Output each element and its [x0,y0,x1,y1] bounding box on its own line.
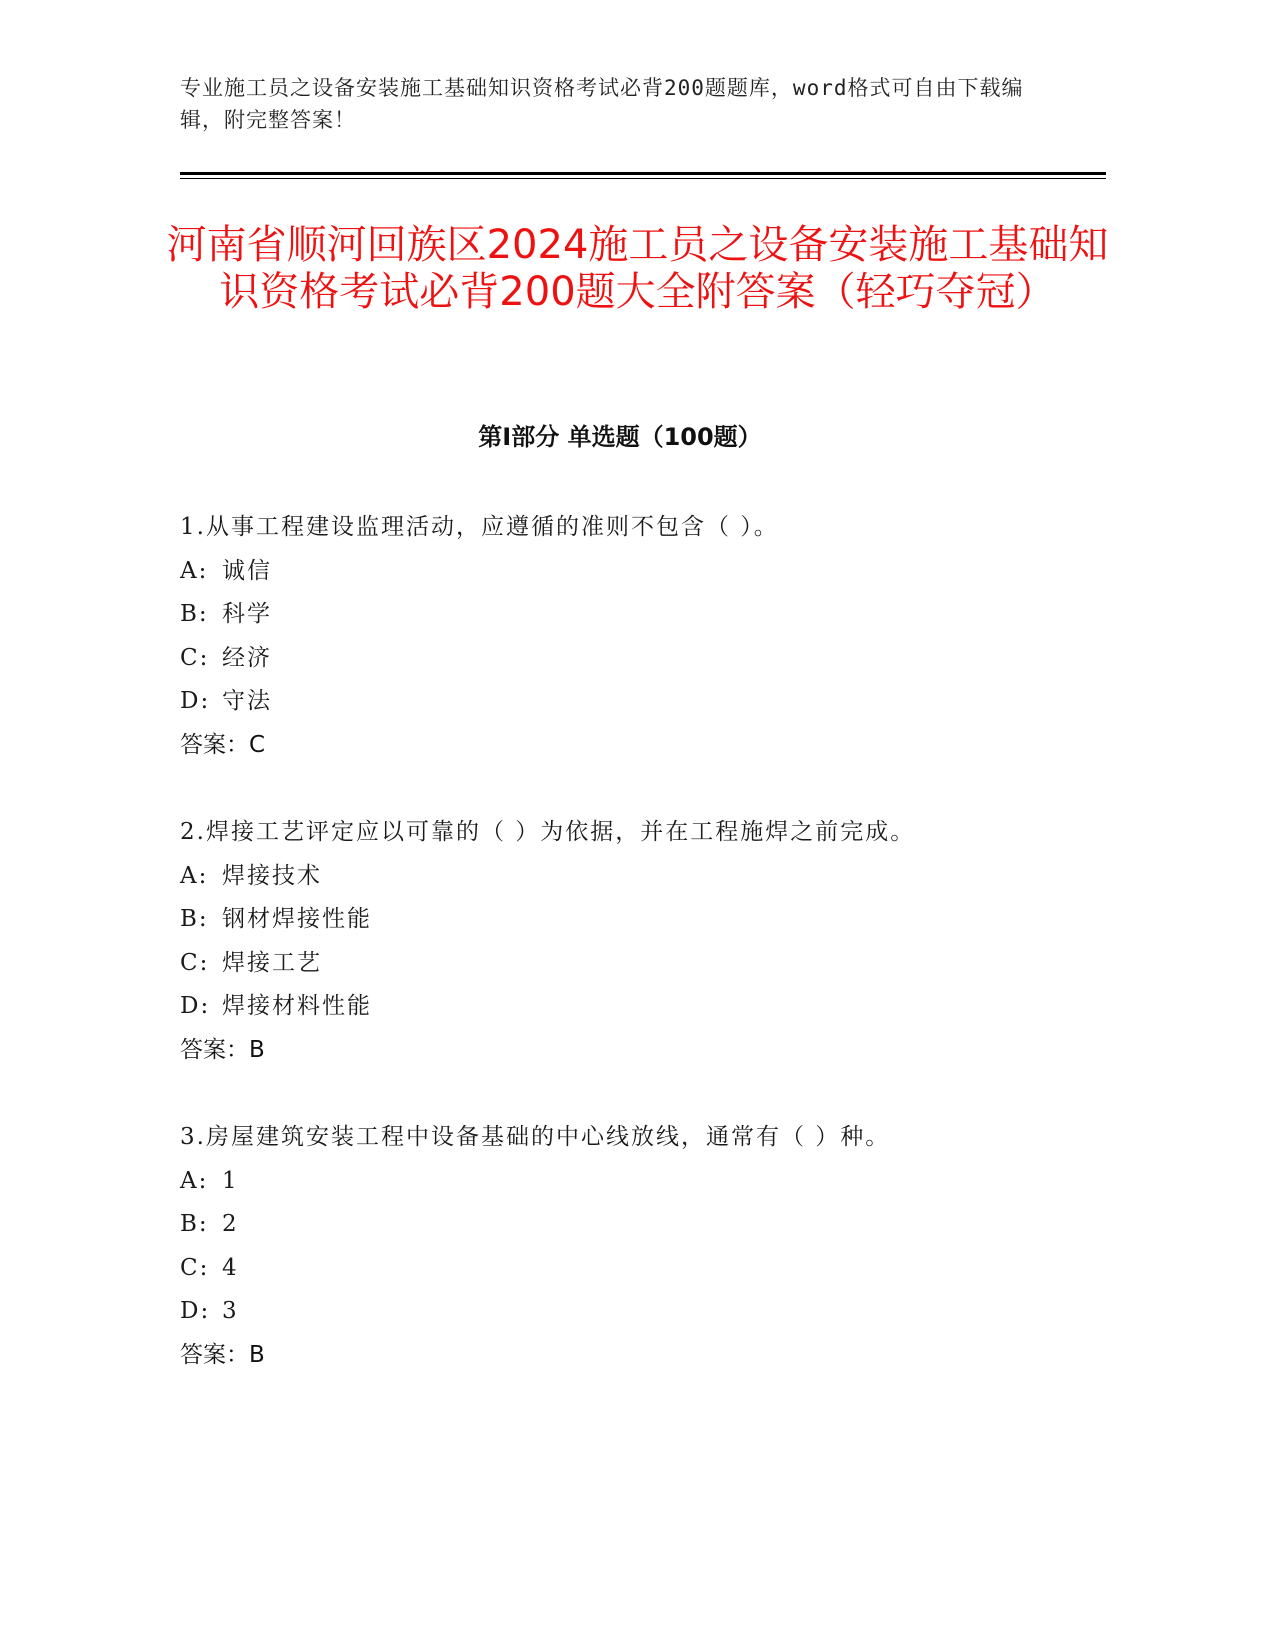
question-2 [180,811,1080,1072]
option-c [180,637,1080,681]
option-letter: C: [180,949,210,976]
option-text: 焊接技术 [222,862,322,889]
option-a [180,855,1080,899]
question-stem: 2.焊接工艺评定应以可靠的（ ）为依据，并在工程施焊之前完成。 [180,819,916,845]
option-letter: D: [180,688,211,714]
option-letter: B: [180,601,209,627]
option-text: 4 [222,1254,239,1281]
option-text: 焊接材料性能 [222,993,372,1019]
option-text: 3 [222,1298,239,1324]
question-stem: 1.从事工程建设监理活动，应遵循的准则不包含（ ）。 [180,514,779,540]
option-letter: C: [180,1254,210,1281]
question-stem: 3.房屋建筑安装工程中设备基础的中心线放线，通常有（ ）种。 [180,1124,891,1150]
header-note: 专业施工员之设备安装施工基础知识资格考试必背200题题库，word格式可自由下载编辑，附完整答案！ [180,76,1024,132]
option-letter: B: [180,906,209,932]
option-letter: A: [180,557,209,584]
option-b [180,1203,1080,1247]
option-a [180,550,1080,594]
option-text: 钢材焊接性能 [222,906,372,932]
option-b [180,898,1080,942]
header-rule-thick [180,172,1106,175]
option-c [180,942,1080,986]
option-b [180,593,1080,637]
option-d [180,680,1080,724]
option-d [180,1290,1080,1334]
option-letter: D: [180,1298,211,1324]
option-letter: A: [180,1167,209,1194]
option-text: 诚信 [222,557,272,584]
option-letter: D: [180,993,211,1019]
answer-line: 答案：B [180,1036,265,1063]
option-d [180,985,1080,1029]
option-letter: A: [180,862,209,889]
answer-line: 答案：B [180,1341,265,1368]
document-title: 河南省顺河回族区2024施工员之设备安装施工基础知识资格考试必背200题大全附答案（轻巧夺冠） [166,222,1109,315]
option-text: 科学 [222,601,272,627]
header-rule-thin [180,178,1106,179]
option-text: 焊接工艺 [222,949,322,976]
question-1 [180,506,1080,767]
option-text: 1 [222,1167,239,1194]
option-text: 经济 [222,644,272,671]
option-text: 守法 [222,688,272,714]
question-3 [180,1116,1080,1377]
option-a [180,1160,1080,1204]
section-heading: 第Ⅰ部分 单选题（100题） [478,423,762,451]
option-c [180,1247,1080,1291]
answer-line: 答案：C [180,731,266,758]
option-letter: C: [180,644,210,671]
option-text: 2 [222,1211,239,1237]
option-letter: B: [180,1211,209,1237]
